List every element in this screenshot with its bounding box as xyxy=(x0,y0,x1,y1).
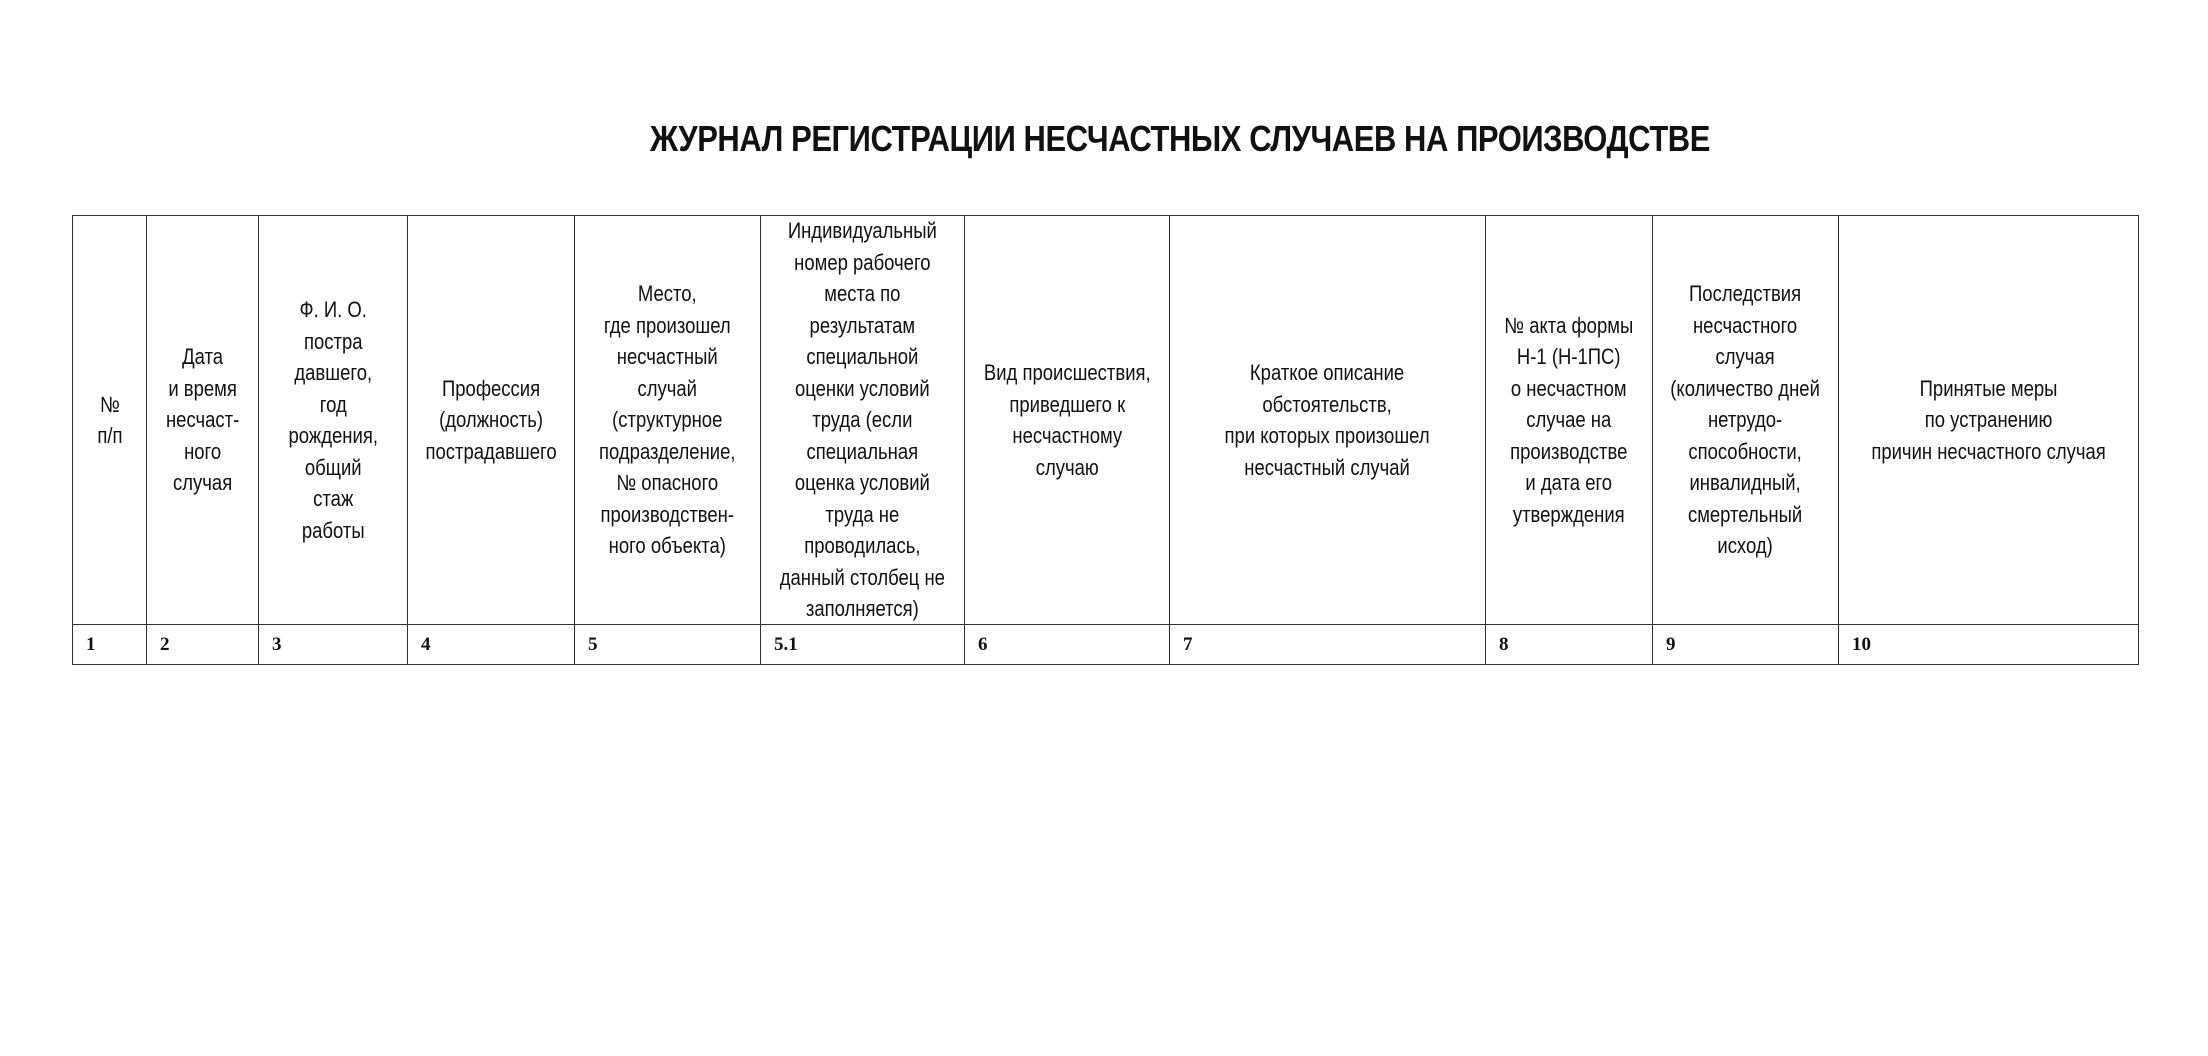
column-number: 8 xyxy=(1499,633,1509,655)
header-row xyxy=(73,216,2139,625)
column-number-cell xyxy=(1653,625,1839,665)
header-label: Последствия несчастного случая (количество дней нетрудо- способности, инвалидный, смертельный исход) xyxy=(1670,281,1821,559)
header-cell-description xyxy=(1170,216,1486,625)
column-number-cell xyxy=(259,625,408,665)
header-label: № акта формы Н-1 (Н-1ПС) о несчастном случае на производстве и дата его утверждения xyxy=(1504,312,1634,527)
header-cell-place xyxy=(575,216,761,625)
column-number: 4 xyxy=(421,633,431,655)
column-number: 9 xyxy=(1666,633,1676,655)
header-cell-name xyxy=(259,216,408,625)
header-label: Профессия (должность) пострадавшего xyxy=(425,375,557,464)
column-number: 5.1 xyxy=(774,633,798,655)
header-cell-consequences xyxy=(1653,216,1839,625)
header-label: № п/п xyxy=(96,391,123,448)
column-number: 5 xyxy=(588,633,598,655)
column-number-cell xyxy=(73,625,147,665)
column-number-cell xyxy=(1170,625,1486,665)
header-label: Ф. И. О. постра давшего, год рождения, общий стаж работы xyxy=(288,297,378,543)
journal-table xyxy=(72,215,2139,665)
header-label: Дата и время несчаст- ного случая xyxy=(165,344,240,496)
column-number: 1 xyxy=(86,633,96,655)
header-cell-profession xyxy=(408,216,575,625)
column-number-cell xyxy=(1486,625,1653,665)
column-number-cell xyxy=(761,625,965,665)
header-label: Принятые меры по устранению причин несчастного случая xyxy=(1871,375,2106,464)
header-label: Краткое описание обстоятельств, при которых произошел несчастный случай xyxy=(1224,360,1431,480)
header-cell-incident-type xyxy=(965,216,1170,625)
header-label: Вид происшествия, приведшего к несчастному случаю xyxy=(983,360,1151,480)
header-cell-date xyxy=(147,216,259,625)
column-number-cell xyxy=(575,625,761,665)
column-number: 2 xyxy=(160,633,170,655)
header-cell-measures xyxy=(1839,216,2139,625)
column-number-cell xyxy=(965,625,1170,665)
column-number-cell xyxy=(408,625,575,665)
column-number-cell xyxy=(147,625,259,665)
column-number: 7 xyxy=(1183,633,1193,655)
column-number-row xyxy=(73,625,2139,665)
header-cell-index xyxy=(73,216,147,625)
header-cell-workplace-number xyxy=(761,216,965,625)
column-number: 10 xyxy=(1852,633,1871,655)
header-label: Индивидуальный номер рабочего места по результатам специальной оценки условий труда (если специальная оценка условий труда не проводилась, данный столбец не заполняется) xyxy=(779,218,946,622)
column-number: 6 xyxy=(978,633,988,655)
column-number-cell xyxy=(1839,625,2139,665)
page-title: ЖУРНАЛ РЕГИСТРАЦИИ НЕСЧАСТНЫХ СЛУЧАЕВ НА ПРОИЗВОДСТВЕ xyxy=(650,118,1710,159)
header-label: Место, где произошел несчастный случай (структурное подразделение, № опасного производствен- ного объекта) xyxy=(599,281,736,559)
column-number: 3 xyxy=(272,633,282,655)
header-cell-act-number xyxy=(1486,216,1653,625)
